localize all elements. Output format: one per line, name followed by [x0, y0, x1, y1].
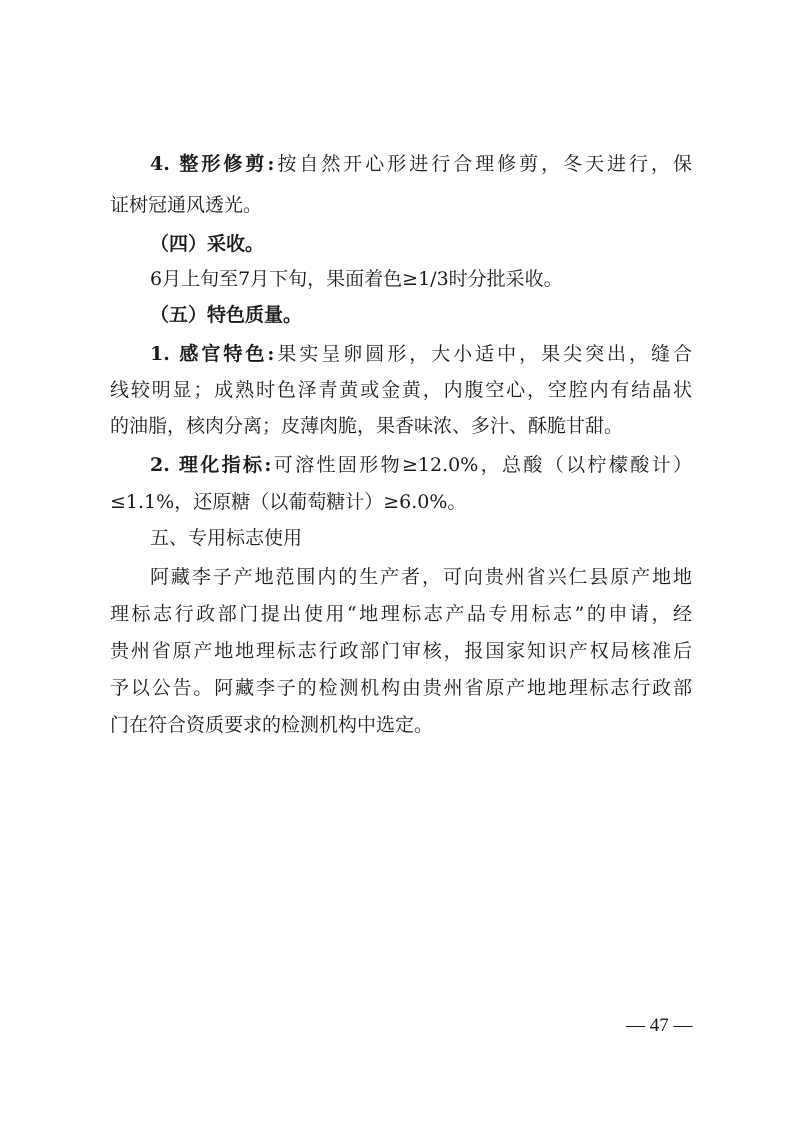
quality-1-line-3: 的油脂，核肉分离；皮薄肉脆，果香味浓、多汁、酥脆甘甜。	[110, 415, 624, 437]
section-4-pruning-line-2: 证树冠通风透光。	[110, 194, 263, 216]
quality-2-line-1	[150, 451, 692, 479]
quality-1-line-1	[150, 340, 692, 368]
quality-1-text: 果实呈卵圆形，大小适中，果尖突出，缝合	[274, 343, 692, 365]
quality-1-label: 1. 感官特色:	[150, 343, 275, 365]
heading-harvest: （四）采收。	[150, 233, 265, 255]
page-number: — 47 —	[626, 1015, 693, 1036]
quality-1-line-2: 线较明显；成熟时色泽青黄或金黄，内腹空心，空腔内有结晶状	[110, 379, 692, 401]
logo-usage-line-5: 门在符合资质要求的检测机构中选定。	[110, 714, 434, 736]
heading-quality: （五）特色质量。	[150, 304, 303, 326]
logo-usage-line-3: 贵州省原产地地理标志行政部门审核，报国家知识产权局核准后	[110, 640, 692, 662]
section-4-label: 4. 整形修剪:	[150, 153, 275, 175]
logo-usage-line-4: 予以公告。阿藏李子的检测机构由贵州省原产地地理标志行政部	[110, 677, 692, 699]
harvest-text: 6月上旬至7月下旬，果面着色≥1/3时分批采收。	[150, 268, 563, 290]
section-4-pruning-line-1	[150, 150, 692, 178]
heading-logo-usage: 五、专用标志使用	[150, 527, 303, 549]
section-4-text: 按自然开心形进行合理修剪，冬天进行，保	[274, 153, 692, 175]
quality-2-line-2: ≤1.1%，还原糖（以葡萄糖计）≥6.0%。	[110, 491, 467, 513]
quality-2-text: 可溶性固形物≥12.0%，总酸（以柠檬酸计）	[271, 454, 692, 476]
quality-2-label: 2. 理化指标:	[150, 454, 272, 476]
logo-usage-line-1: 阿藏李子产地范围内的生产者，可向贵州省兴仁县原产地地	[150, 566, 692, 588]
logo-usage-line-2: 理标志行政部门提出使用“地理标志产品专用标志”的申请，经	[110, 603, 692, 625]
